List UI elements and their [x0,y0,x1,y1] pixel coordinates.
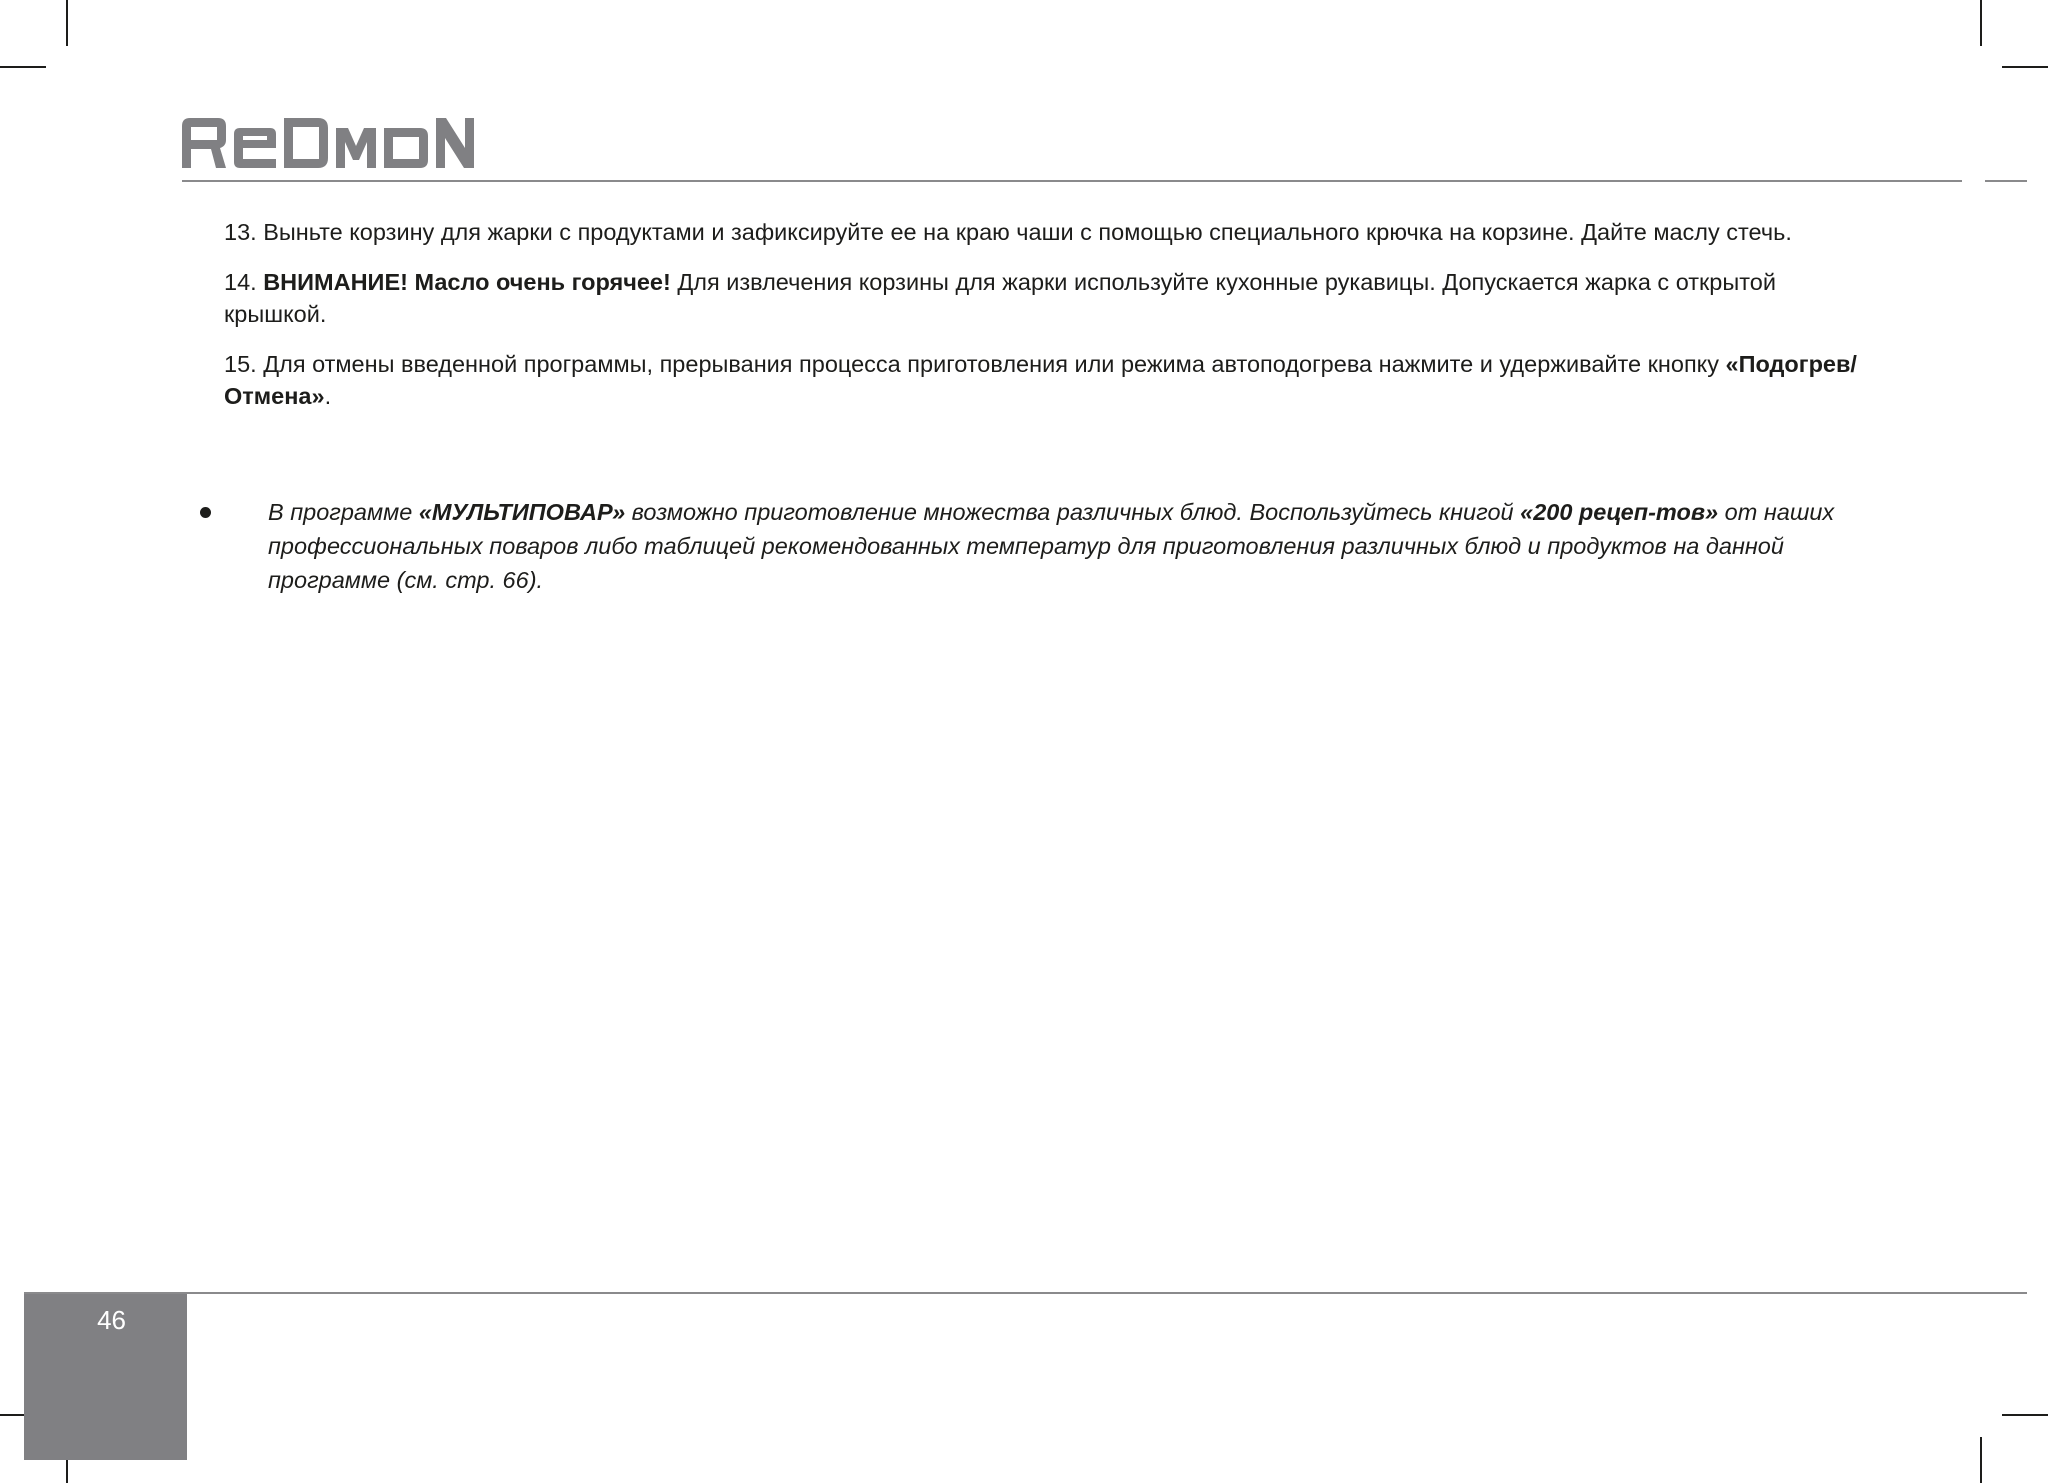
button-name: «Подогрев/Отмена» [224,351,1857,409]
crop-mark [0,66,46,68]
step-number: 14. [224,269,264,295]
step-text: Для извлечения корзины для жарки используйте кухонные рукавицы. Допускается жарка с открытой крышкой. [224,269,1776,327]
note-part: от наших профессиональных поваров либо таблицей рекомендованных температур для приготовления различных блюд и продуктов на данной программе (см. стр. 66). [268,499,1835,593]
bullet-icon [200,507,211,518]
step-text: 13. Выньте корзину для жарки с продуктами и зафиксируйте ее на краю чаши с помощью специального крючка на корзине. Дайте маслу стечь. [224,219,1792,245]
crop-mark [1980,0,1982,46]
crop-mark [66,0,68,46]
note-part: возможно приготовление множества различных блюд. Воспользуйтесь книгой [625,499,1521,525]
instructions [224,216,1864,430]
step-13 [224,216,1864,248]
warning-text: ВНИМАНИЕ! Масло очень горячее! [263,269,671,295]
step-14 [224,266,1864,330]
crop-mark [2002,1414,2048,1416]
note-part: В программе [268,499,419,525]
step-text: 15. Для отмены введенной программы, прерывания процесса приготовления или режима автоподогрева нажмите и удерживайте кнопку [224,351,1726,377]
note-bullet [200,495,1850,597]
page-number: 46 [97,1305,126,1335]
book-title: «200 рецеп-тов» [1520,499,1719,525]
program-name: «МУЛЬТИПОВАР» [418,499,626,525]
crop-mark [2002,66,2048,68]
header-divider-right [1985,180,2027,182]
crop-mark [1980,1437,1982,1483]
redmond-logo [182,118,488,168]
header-divider [182,180,1962,182]
step-text: . [324,383,332,409]
note-text [268,495,1850,597]
step-15 [224,348,1864,412]
footer-divider [24,1292,2027,1294]
